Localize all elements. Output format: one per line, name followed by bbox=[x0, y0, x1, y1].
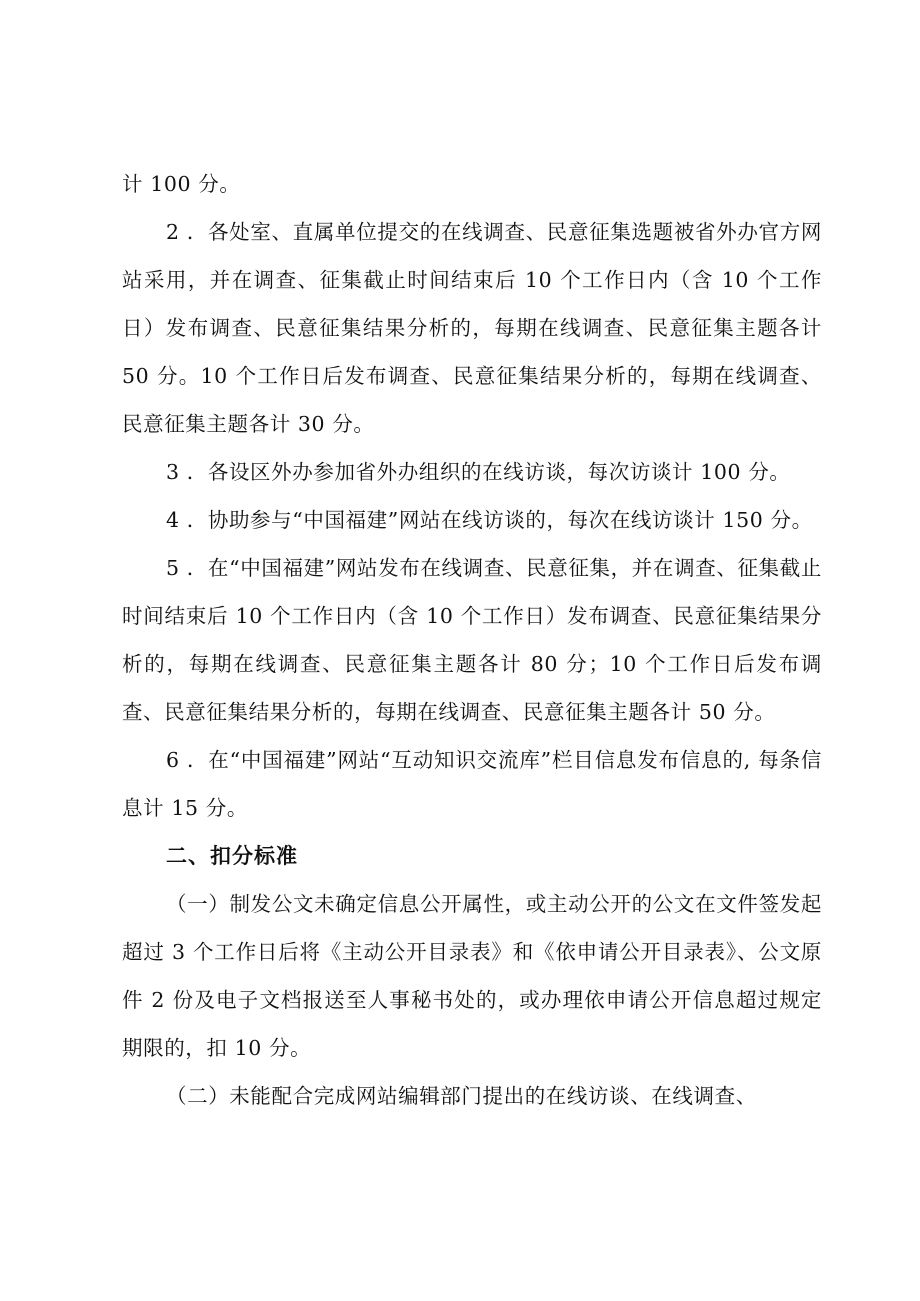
paragraph-item-3: 3 ．各设区外办参加省外办组织的在线访谈，每次访谈计 100 分。 bbox=[166, 460, 791, 484]
paragraph-continuation: 计 100 分。 bbox=[122, 172, 241, 196]
paragraph-item-2: 2 ．各处室、直属单位提交的在线调查、民意征集选题被省外办官方网站采用，并在调查、征集截止时间结束后 10 个工作日内（含 10 个工作日）发布调查、民意征集结果分析的，每期在线调查、民意征集主题各计 50 分。10 个工作日后发布调查、民意征集结果分析的，每期在线调查、民意征集主题各计 30 分。 bbox=[122, 220, 822, 436]
section-heading-deduction: 二、扣分标准 bbox=[166, 844, 298, 868]
paragraph-deduction-2: （二）未能配合完成网站编辑部门提出的在线访谈、在线调查、 bbox=[166, 1084, 757, 1108]
paragraph-item-4: 4 ．协助参与“中国福建”网站在线访谈的，每次在线访谈计 150 分。 bbox=[166, 508, 813, 532]
paragraph-item-5: 5 ．在“中国福建”网站发布在线调查、民意征集，并在调查、征集截止时间结束后 10 个工作日内（含 10 个工作日）发布调查、民意征集结果分析的，每期在线调查、民意征集主题各计 80 分；10 个工作日后发布调查、民意征集结果分析的，每期在线调查、民意征集主题各计 50 分。 bbox=[122, 556, 822, 724]
document-body bbox=[122, 160, 822, 1120]
paragraph-deduction-1: （一）制发公文未确定信息公开属性，或主动公开的公文在文件签发起超过 3 个工作日后将《主动公开目录表》和《依申请公开目录表》、公文原件 2 份及电子文档报送至人事秘书处的，或办理依申请公开信息超过规定期限的，扣 10 分。 bbox=[122, 892, 822, 1060]
paragraph-item-6: 6 ．在“中国福建”网站“互动知识交流库”栏目信息发布信息的, 每条信息计 15 分。 bbox=[122, 748, 822, 820]
